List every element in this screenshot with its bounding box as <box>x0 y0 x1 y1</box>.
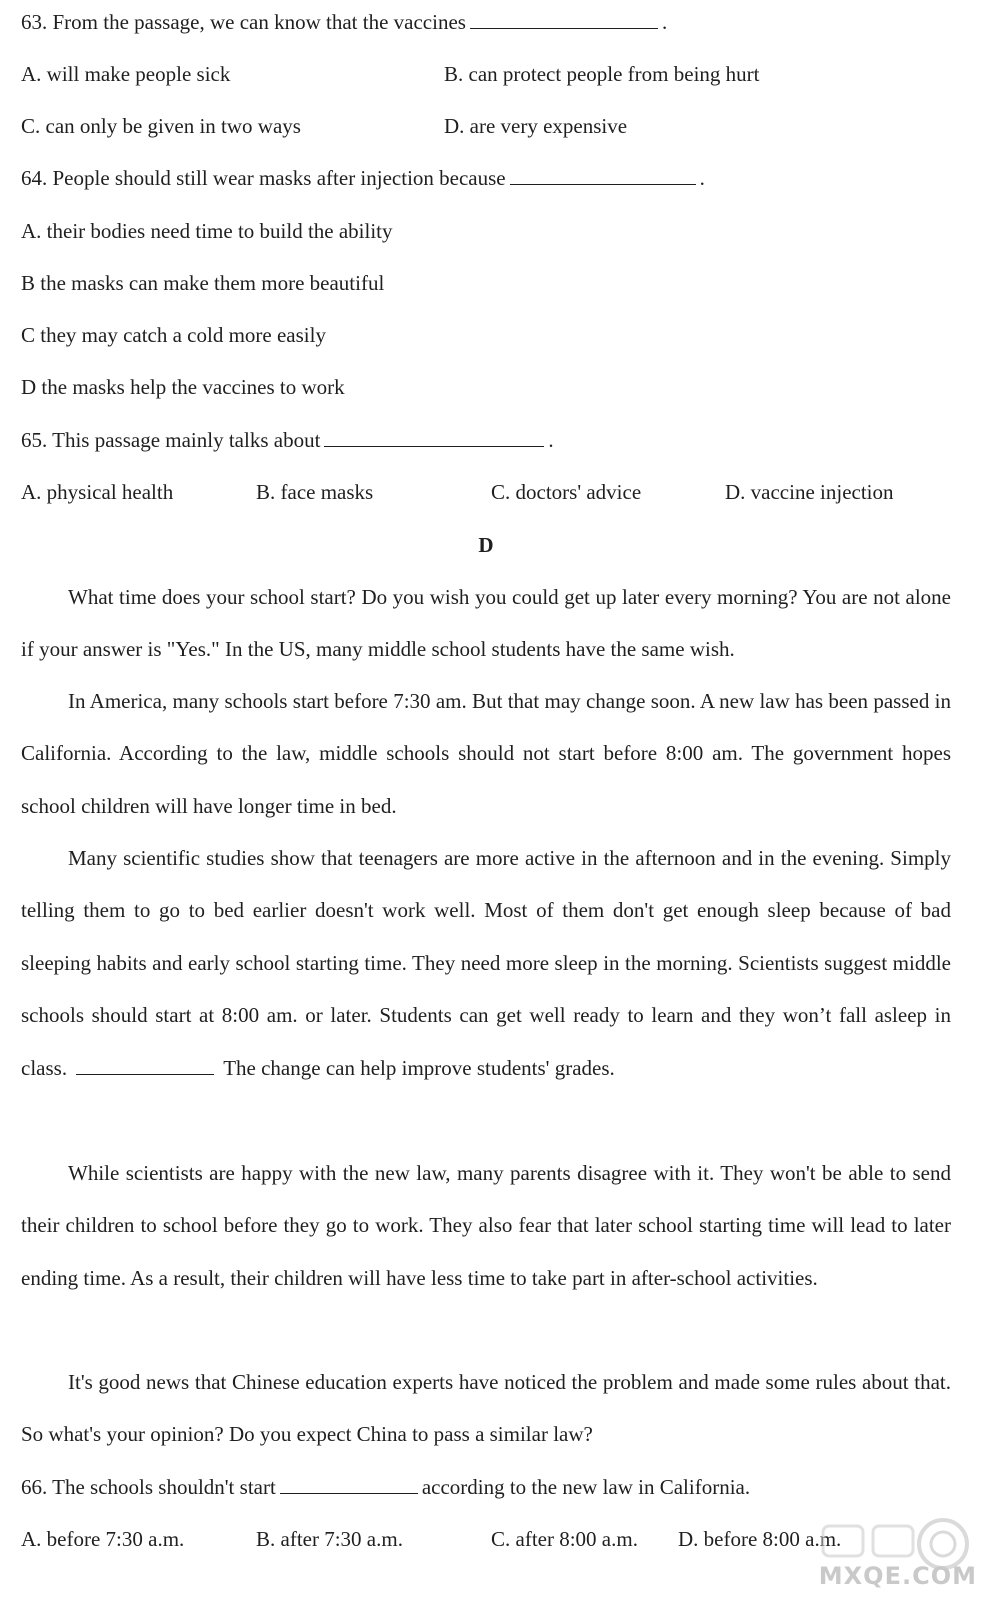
passage-paragraph-4: While scientists are happy with the new law, many parents disagree with it. They won't be able to send their children to school before they go to work. They also fear that later school starting time will lead to later ending time. As a result, their children will have less time to take part in after-school activities. <box>21 1161 951 1290</box>
q63-option-d[interactable]: D. are very expensive <box>444 114 628 138</box>
q65-stem-end: . <box>548 428 554 452</box>
q66-stem-text-a: 66. The schools shouldn't start <box>21 1475 276 1499</box>
q65-stem <box>21 425 554 455</box>
q64-stem-end: . <box>699 166 705 190</box>
passage-paragraph-3-text-a: Many scientific studies show that teenagers are more active in the afternoon and in the evening. Simply telling them to go to bed earlier doesn't work well. Most of them don't get enough sleep because of bad sleeping habits and early school starting time. They need more sleep in the morning. Scientists suggest middle schools should start at 8:00 am. or later. Students can get well ready to learn and they won’t fall asleep in class. <box>21 846 951 1080</box>
q65-stem-text: 65. This passage mainly talks about <box>21 428 321 452</box>
q66-stem-text-b: according to the new law in California. <box>421 1475 751 1499</box>
passage-paragraph-2: In America, many schools start before 7:30 am. But that may change soon. A new law has been passed in California. According to the law, middle schools should not start before 8:00 am. The government hopes school children will have longer time in bed. <box>21 689 951 818</box>
q64-stem-text: 64. People should still wear masks after injection because <box>21 166 506 190</box>
q66-option-d[interactable]: D. before 8:00 a.m. <box>678 1527 842 1551</box>
q66-option-a[interactable]: A. before 7:30 a.m. <box>21 1527 185 1551</box>
q65-answer-blank[interactable] <box>324 428 544 447</box>
q66-option-c[interactable]: C. after 8:00 a.m. <box>491 1527 638 1551</box>
q65-option-d[interactable]: D. vaccine injection <box>725 480 894 504</box>
q66-option-b[interactable]: B. after 7:30 a.m. <box>256 1527 403 1551</box>
q64-option-d[interactable]: D the masks help the vaccines to work <box>21 375 345 399</box>
q64-option-b[interactable]: B the masks can make them more beautiful <box>21 271 385 295</box>
q63-option-a[interactable]: A. will make people sick <box>21 62 231 86</box>
passage-paragraph-3-text-b: The change can help improve students' grades. <box>223 1055 615 1080</box>
q63-option-b[interactable]: B. can protect people from being hurt <box>444 62 760 86</box>
q63-stem-text: 63. From the passage, we can know that the vaccines <box>21 10 466 34</box>
q65-option-c[interactable]: C. doctors' advice <box>491 480 642 504</box>
q65-option-a[interactable]: A. physical health <box>21 480 174 504</box>
q64-option-c[interactable]: C they may catch a cold more easily <box>21 323 326 347</box>
q63-answer-blank[interactable] <box>470 10 658 29</box>
q63-option-c[interactable]: C. can only be given in two ways <box>21 114 301 138</box>
passage-answer-blank[interactable] <box>76 1056 214 1075</box>
q64-stem <box>21 163 705 193</box>
q66-answer-blank[interactable] <box>280 1475 418 1494</box>
q65-option-b[interactable]: B. face masks <box>256 480 374 504</box>
passage-paragraph-5: It's good news that Chinese education experts have noticed the problem and made some rules about that. So what's your opinion? Do you expect China to pass a similar law? <box>21 1370 951 1447</box>
watermark-text: MXQE.COM <box>818 1562 977 1590</box>
q63-stem-end: . <box>661 10 668 34</box>
passage-paragraph-1: What time does your school start? Do you wish you could get up later every morning? You are not alone if your answer is "Yes." In the US, many middle school students have the same wish. <box>21 585 951 662</box>
q64-answer-blank[interactable] <box>510 166 696 185</box>
q63-stem <box>21 7 667 37</box>
q64-option-a[interactable]: A. their bodies need time to build the ability <box>21 219 393 243</box>
section-title: D <box>478 533 494 557</box>
q66-stem <box>21 1472 750 1502</box>
passage-paragraph-3 <box>21 832 951 1094</box>
